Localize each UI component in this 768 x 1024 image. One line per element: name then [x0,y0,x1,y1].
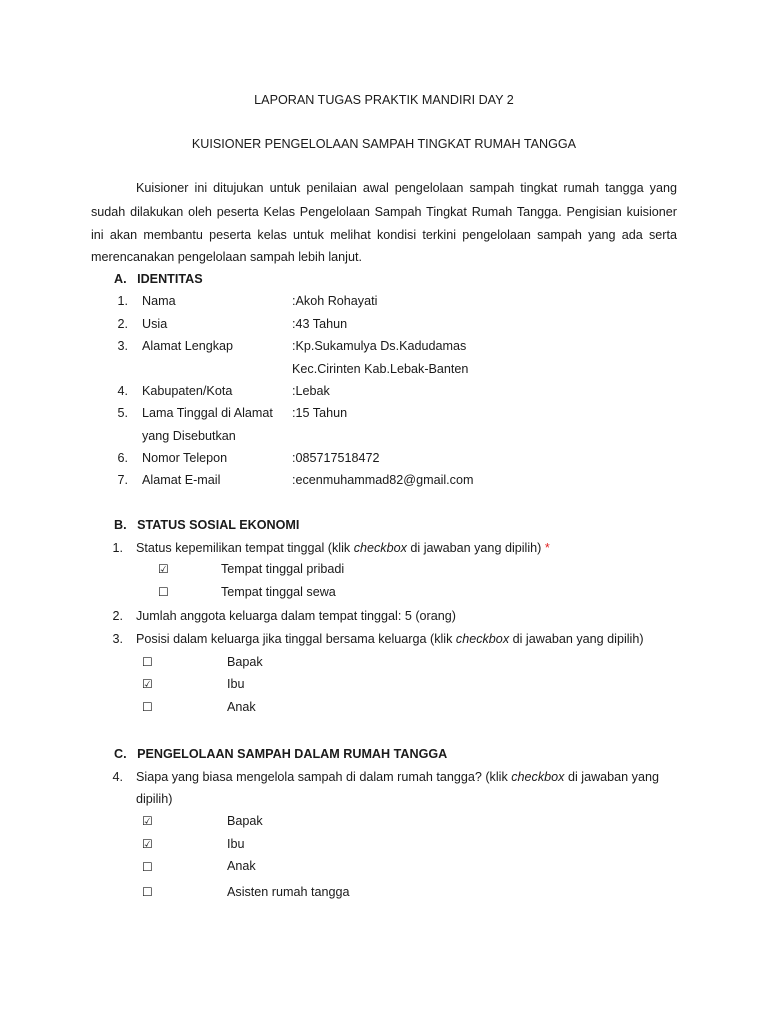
document-subtitle: KUISIONER PENGELOLAAN SAMPAH TINGKAT RUMAH TANGGA [191,137,577,151]
question-number: 2. [112,609,123,623]
intro-line: ini akan membantu peserta kelas untuk melihat kondisi terkini pengelolaan sampah yang ada serta [91,228,677,242]
question-4-text-line2: dipilih) [136,792,173,806]
row-number: 3. [117,339,128,353]
field-label-address: Alamat Lengkap [142,339,234,353]
intro-line: Kuisioner ini ditujukan untuk penilaian awal pengelolaan sampah tingkat rumah tangga yang [136,181,677,195]
option-label: Bapak [227,655,263,669]
question-3-text: Posisi dalam keluarga jika tinggal bersama keluarga (klik checkbox di jawaban yang dipilih) [136,632,644,646]
section-c-heading: C. PENGELOLAAN SAMPAH DALAM RUMAH TANGGA [114,747,448,761]
option-label: Tempat tinggal sewa [221,585,336,599]
checkbox-checked[interactable]: ☑ [142,814,153,828]
question-number: 4. [112,770,123,784]
field-value-phone: :085717518472 [292,451,380,465]
option-label: Asisten rumah tangga [227,885,350,899]
field-value-address-line2: Kec.Cirinten Kab.Lebak-Banten [292,362,469,376]
field-label-age: Usia [142,317,168,331]
field-label-phone: Nomor Telepon [142,451,228,465]
option-label: Ibu [227,837,245,851]
field-value-name: :Akoh Rohayati [292,294,378,308]
section-a-heading: A. IDENTITAS [114,272,203,286]
field-value-regency: :Lebak [292,384,330,398]
option-label: Tempat tinggal pribadi [221,562,345,576]
option-label: Bapak [227,814,263,828]
option-label: Anak [227,700,256,714]
checkbox-unchecked[interactable]: ☐ [142,885,153,899]
row-number: 5. [117,406,128,420]
checkbox-unchecked[interactable]: ☐ [158,585,169,599]
checkbox-unchecked[interactable]: ☐ [142,655,153,669]
question-number: 3. [112,632,123,646]
field-label-email: Alamat E-mail [142,473,221,487]
checkbox-checked[interactable]: ☑ [142,677,153,691]
field-label-duration-line2: yang Disebutkan [142,429,236,443]
field-label-regency: Kabupaten/Kota [142,384,233,398]
checkbox-unchecked[interactable]: ☐ [142,700,153,714]
option-label: Ibu [227,677,245,691]
field-value-duration: :15 Tahun [292,406,348,420]
document-title: LAPORAN TUGAS PRAKTIK MANDIRI DAY 2 [254,93,514,107]
checkbox-checked[interactable]: ☑ [142,837,153,851]
row-number: 1. [117,294,128,308]
row-number: 6. [117,451,128,465]
row-number: 4. [117,384,128,398]
intro-line: merencanakan pengelolaan sampah lebih lanjut. [91,250,362,264]
row-number: 2. [117,317,128,331]
field-label-name: Nama [142,294,176,308]
intro-line: sudah dilakukan oleh peserta Kelas Pengelolaan Sampah Tingkat Rumah Tangga. Pengisian kuisioner [91,205,677,219]
question-number: 1. [112,541,123,555]
field-label-duration: Lama Tinggal di Alamat [142,406,273,420]
field-value-email: :ecenmuhammad82@gmail.com [292,473,474,487]
question-2-text: Jumlah anggota keluarga dalam tempat tinggal: 5 (orang) [136,609,456,623]
question-4-text: Siapa yang biasa mengelola sampah di dalam rumah tangga? (klik checkbox di jawaban yang [136,770,659,784]
checkbox-unchecked[interactable]: ☐ [142,860,153,874]
required-marker: * [544,541,550,555]
checkbox-checked[interactable]: ☑ [158,562,169,576]
option-label: Anak [227,859,256,873]
row-number: 7. [117,473,128,487]
question-1-text: Status kepemilikan tempat tinggal (klik checkbox di jawaban yang dipilih) * [136,541,550,555]
field-value-address: :Kp.Sukamulya Ds.Kadudamas [292,339,467,353]
section-b-heading: B. STATUS SOSIAL EKONOMI [114,518,300,532]
field-value-age: :43 Tahun [292,317,348,331]
